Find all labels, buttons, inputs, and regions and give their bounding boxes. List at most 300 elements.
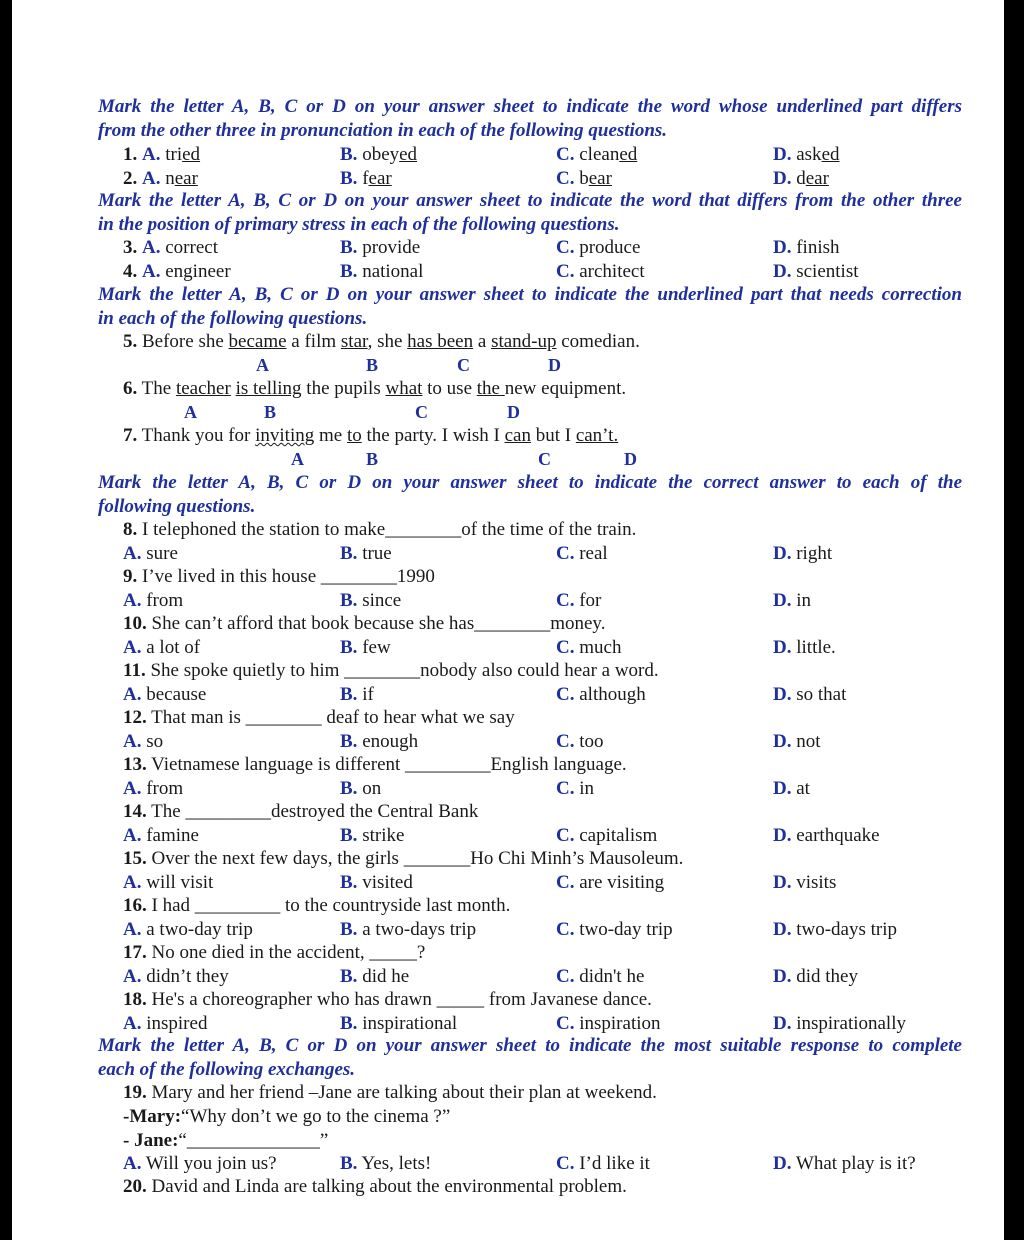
option-letter: D.: [773, 825, 792, 846]
option-text: a two-day trip: [146, 919, 253, 940]
question-text: Before she: [142, 331, 229, 352]
option-letter: C.: [556, 919, 575, 940]
question-line: [556, 683, 646, 707]
option-text: ed: [619, 144, 638, 165]
option-text: inspiration: [579, 1013, 661, 1034]
question-line: [123, 753, 627, 777]
option-text: famine: [146, 825, 199, 846]
question-line: [123, 730, 163, 754]
speaker-label: -Mary:: [123, 1106, 182, 1127]
option-text: sure: [146, 543, 178, 564]
option-text: inspirationally: [796, 1013, 906, 1034]
question-line: [773, 824, 880, 848]
question-number: 8.: [123, 519, 138, 540]
question-line: [773, 589, 811, 613]
question-line: [340, 1012, 457, 1036]
question-text: “______________”: [178, 1130, 329, 1151]
underlined-part: inviting: [255, 425, 315, 446]
question-line: [340, 965, 409, 989]
option-text: Yes, lets!: [361, 1153, 432, 1174]
option-letter: D.: [773, 778, 792, 799]
option-text: from: [146, 590, 184, 611]
option-text: did he: [362, 966, 410, 987]
option-text: if: [362, 684, 374, 705]
option-letter: B.: [340, 590, 358, 611]
option-letter: B.: [340, 731, 358, 752]
question-number: 2.: [123, 168, 138, 189]
question-stem: He's a choreographer who has drawn _____ from Javanese dance.: [151, 989, 652, 1010]
option-letter: B.: [340, 1013, 358, 1034]
question-number: 6.: [123, 378, 138, 399]
option-text: strike: [362, 825, 405, 846]
option-text: didn't he: [579, 966, 645, 987]
underlined-part: is telling: [235, 378, 302, 399]
question-text: me: [314, 425, 347, 446]
option-text: on: [362, 778, 382, 799]
option-text: not: [796, 731, 821, 752]
question-text: The: [141, 378, 176, 399]
question-line: [773, 260, 859, 284]
question-line: [773, 871, 836, 895]
option-text: since: [362, 590, 402, 611]
question-line: [123, 706, 515, 730]
instruction-pronunciation: Mark the letter A, B, C or D on your answer sheet to indicate the word whose underlined part differs: [98, 96, 962, 117]
question-text: , she: [367, 331, 408, 352]
instruction-exchanges: Mark the letter A, B, C or D on your answer sheet to indicate the most suitable response to complete: [98, 1035, 962, 1056]
option-text: capitalism: [579, 825, 658, 846]
question-stem: David and Linda are talking about the environmental problem.: [151, 1176, 627, 1197]
option-letter: D.: [773, 637, 792, 658]
option-letter: D.: [773, 919, 792, 940]
underlined-part: became: [228, 331, 287, 352]
question-line: [123, 589, 183, 613]
option-letter: C: [538, 449, 551, 469]
question-text: Thank you for: [141, 425, 256, 446]
question-line: [773, 730, 821, 754]
question-number: 11.: [123, 660, 146, 681]
question-number: 3.: [123, 237, 138, 258]
instruction-correct-answer: Mark the letter A, B, C or D on your answer sheet to indicate the correct answer to each of the: [98, 472, 962, 493]
question-line: [556, 260, 645, 284]
question-number: 9.: [123, 566, 138, 587]
option-letter: D.: [773, 168, 792, 189]
question-line: [556, 542, 608, 566]
question-line: [123, 777, 183, 801]
option-text: clean: [579, 144, 620, 165]
option-letter: C.: [556, 872, 575, 893]
option-letter: A.: [123, 731, 142, 752]
question-line: [556, 236, 640, 260]
question-line: [123, 1105, 450, 1129]
option-letter: D.: [773, 872, 792, 893]
instruction-correction-cont: in each of the following questions.: [98, 308, 368, 329]
underlined-part: to: [346, 425, 362, 446]
option-letter: A.: [123, 590, 142, 611]
question-line: [773, 918, 897, 942]
question-line: [340, 871, 413, 895]
question-line: [340, 589, 401, 613]
question-stem: That man is ________ deaf to hear what we say: [151, 707, 515, 728]
option-letter: A.: [123, 543, 142, 564]
option-letter: B.: [340, 919, 358, 940]
question-number: 18.: [123, 989, 147, 1010]
question-text: “Why don’t we go to the cinema ?”: [181, 1106, 451, 1127]
question-number: 16.: [123, 895, 147, 916]
option-letter: D.: [773, 731, 792, 752]
option-text: tri: [165, 144, 183, 165]
question-stem: She spoke quietly to him ________nobody also could hear a word.: [150, 660, 659, 681]
option-text: from: [146, 778, 184, 799]
option-letter: A: [291, 449, 304, 469]
option-letter: D.: [773, 237, 792, 258]
underlined-part: can: [504, 425, 531, 446]
instruction-pronunciation-cont: from the other three in pronunciation in each of the following questions.: [98, 120, 668, 141]
option-text: because: [146, 684, 207, 705]
question-line: [340, 1152, 431, 1176]
option-text: in: [579, 778, 595, 799]
option-letter: B.: [340, 966, 358, 987]
option-letter: A.: [123, 966, 142, 987]
underlined-part: star: [340, 331, 368, 352]
question-line: [123, 565, 435, 589]
option-letter: B.: [340, 825, 358, 846]
question-text: but I: [530, 425, 576, 446]
option-letter: B.: [340, 637, 358, 658]
question-line: [556, 871, 664, 895]
option-letter: D: [624, 449, 637, 469]
option-text: although: [579, 684, 646, 705]
question-line: [123, 612, 605, 636]
option-letter: D.: [773, 590, 792, 611]
option-letter: C.: [556, 590, 575, 611]
question-line: [123, 659, 659, 683]
option-text: a two-days trip: [362, 919, 477, 940]
question-line: [773, 167, 829, 191]
option-text: in: [796, 590, 812, 611]
question-line: [340, 777, 381, 801]
option-text: finish: [796, 237, 840, 258]
speaker-label: - Jane:: [123, 1130, 179, 1151]
option-letter: C.: [556, 543, 575, 564]
question-line: [773, 143, 840, 167]
option-text: inspired: [146, 1013, 208, 1034]
instruction-exchanges-cont: each of the following exchanges.: [98, 1059, 356, 1080]
question-line: [123, 518, 636, 542]
option-text: f: [362, 168, 369, 189]
option-letter: C.: [556, 731, 575, 752]
question-number: 7.: [123, 425, 138, 446]
option-text: at: [796, 778, 810, 799]
underlined-part: what: [385, 378, 423, 399]
question-line: [556, 777, 594, 801]
question-line: [340, 683, 374, 707]
option-letter: A.: [123, 778, 142, 799]
question-line: [556, 167, 612, 191]
option-letter: C.: [556, 825, 575, 846]
question-line: [773, 542, 832, 566]
question-stem: Over the next few days, the girls _______Ho Chi Minh’s Mausoleum.: [151, 848, 684, 869]
option-text: two-days trip: [796, 919, 898, 940]
option-letter: B.: [340, 543, 358, 564]
underlined-part: can’t.: [575, 425, 619, 446]
option-text: few: [362, 637, 391, 658]
option-text: real: [579, 543, 608, 564]
question-line: [340, 260, 423, 284]
option-letter: D: [507, 402, 520, 422]
question-line: [123, 1081, 657, 1105]
question-line: [123, 683, 206, 707]
question-line: [773, 636, 836, 660]
option-text: visited: [362, 872, 413, 893]
question-number: 14.: [123, 801, 147, 822]
option-text: ed: [182, 144, 201, 165]
option-text: national: [362, 261, 424, 282]
option-letter: C.: [556, 637, 575, 658]
option-letter: B: [264, 402, 277, 422]
question-line: [123, 143, 200, 167]
question-line: [773, 683, 846, 707]
question-line: [340, 918, 476, 942]
option-text: for: [579, 590, 602, 611]
question-line: [556, 636, 621, 660]
question-text: the party. I wish I: [361, 425, 505, 446]
option-letter: B: [366, 449, 379, 469]
question-line: [123, 894, 510, 918]
question-line: [123, 871, 213, 895]
option-text: scientist: [796, 261, 859, 282]
question-line: [773, 777, 810, 801]
question-text: a: [473, 331, 492, 352]
option-text: ed: [399, 144, 418, 165]
instruction-stress-cont: in the position of primary stress in each of the following questions.: [98, 214, 620, 235]
option-text: did they: [796, 966, 858, 987]
option-letter: C.: [556, 684, 575, 705]
option-letter: B.: [340, 261, 358, 282]
option-text: ask: [796, 144, 822, 165]
option-text: a lot of: [146, 637, 201, 658]
question-number: 1.: [123, 144, 138, 165]
question-line: [123, 1129, 328, 1153]
question-line: [123, 167, 198, 191]
question-line: [556, 730, 604, 754]
option-letter: C.: [556, 144, 575, 165]
option-letter: D: [548, 355, 561, 375]
option-letter: D.: [773, 966, 792, 987]
question-line: [340, 167, 392, 191]
option-letter: C.: [556, 778, 575, 799]
question-line: [123, 330, 640, 354]
question-line: [556, 1012, 661, 1036]
question-line: [773, 236, 840, 260]
option-letter: D.: [773, 1153, 792, 1174]
option-text: inspirational: [362, 1013, 458, 1034]
question-line: [340, 824, 404, 848]
question-line: [123, 918, 253, 942]
option-letter: A.: [123, 637, 142, 658]
option-letter: C: [415, 402, 428, 422]
question-stem: Vietnamese language is different _________English language.: [151, 754, 627, 775]
option-text: earthquake: [796, 825, 880, 846]
question-line: [773, 965, 858, 989]
question-line: [123, 824, 199, 848]
option-text: will visit: [146, 872, 214, 893]
option-text: visits: [796, 872, 837, 893]
question-text: to use: [422, 378, 477, 399]
option-letter: C: [457, 355, 470, 375]
option-letter: A.: [142, 144, 161, 165]
question-line: [340, 636, 391, 660]
option-text: much: [579, 637, 622, 658]
question-line: [556, 965, 644, 989]
option-letter: C.: [556, 1013, 575, 1034]
option-text: engineer: [165, 261, 231, 282]
question-number: 17.: [123, 942, 147, 963]
question-line: [123, 636, 200, 660]
question-line: [340, 236, 420, 260]
question-number: 5.: [123, 331, 138, 352]
question-stem: She can’t afford that book because she has________money.: [151, 613, 606, 634]
question-line: [556, 1152, 650, 1176]
question-line: [123, 1152, 277, 1176]
question-stem: Mary and her friend –Jane are talking about their plan at weekend.: [151, 1082, 657, 1103]
question-number: 13.: [123, 754, 147, 775]
question-line: [123, 965, 229, 989]
question-stem: No one died in the accident, _____?: [151, 942, 426, 963]
option-letter: B.: [340, 872, 358, 893]
option-text: architect: [579, 261, 645, 282]
option-letter: A.: [142, 261, 161, 282]
option-letter: C.: [556, 966, 575, 987]
option-text: correct: [165, 237, 218, 258]
option-letter: B.: [340, 144, 358, 165]
option-letter: A.: [142, 168, 161, 189]
option-letter: B.: [340, 237, 358, 258]
question-line: [123, 542, 178, 566]
option-letter: B.: [340, 168, 358, 189]
option-text: ear: [368, 168, 392, 189]
question-line: [773, 1152, 916, 1176]
question-line: [340, 730, 418, 754]
option-text: true: [362, 543, 392, 564]
question-line: [123, 260, 231, 284]
question-stem: I had _________ to the countryside last month.: [151, 895, 511, 916]
question-number: 10.: [123, 613, 147, 634]
option-letter: D.: [773, 261, 792, 282]
option-letter: B.: [340, 684, 358, 705]
question-line: [556, 589, 601, 613]
question-number: 12.: [123, 707, 147, 728]
underlined-part: teacher: [175, 378, 231, 399]
option-text: ear: [174, 168, 198, 189]
question-line: [123, 847, 683, 871]
option-letter: C.: [556, 168, 575, 189]
question-text: new equipment.: [504, 378, 627, 399]
option-text: little.: [796, 637, 836, 658]
question-line: [123, 424, 618, 448]
question-line: [556, 918, 673, 942]
instruction-correction: Mark the letter A, B, C or D on your answer sheet to indicate the underlined part that needs correction: [98, 284, 962, 305]
option-text: didn’t they: [146, 966, 229, 987]
option-letter: D.: [773, 543, 792, 564]
underlined-part: stand-up: [491, 331, 557, 352]
option-letter: A.: [123, 919, 142, 940]
option-letter: B.: [340, 778, 358, 799]
question-line: [340, 143, 417, 167]
question-text: comedian.: [556, 331, 640, 352]
question-number: 19.: [123, 1082, 147, 1103]
question-line: [123, 1175, 627, 1199]
option-letter: A.: [142, 237, 161, 258]
question-line: [773, 1012, 906, 1036]
option-text: produce: [579, 237, 641, 258]
question-line: [556, 824, 657, 848]
question-number: 15.: [123, 848, 147, 869]
option-text: obey: [362, 144, 400, 165]
option-text: ear: [805, 168, 829, 189]
option-letter: A.: [123, 1153, 142, 1174]
option-text: b: [579, 168, 589, 189]
question-stem: I telephoned the station to make________of the time of the train.: [142, 519, 637, 540]
question-line: [123, 800, 478, 824]
question-number: 4.: [123, 261, 138, 282]
option-letter: A.: [123, 825, 142, 846]
option-text: What play is it?: [795, 1153, 916, 1174]
option-text: two-day trip: [579, 919, 673, 940]
option-text: so that: [796, 684, 847, 705]
question-line: [123, 988, 652, 1012]
option-text: too: [579, 731, 604, 752]
option-letter: B: [366, 355, 379, 375]
option-letter: C.: [556, 237, 575, 258]
question-stem: I’ve lived in this house ________1990: [142, 566, 435, 587]
option-letter: A.: [123, 1013, 142, 1034]
instruction-stress: Mark the letter A, B, C or D on your answer sheet to indicate the word that differs from the other three: [98, 190, 962, 211]
question-line: [123, 1012, 207, 1036]
option-text: I’d like it: [579, 1153, 650, 1174]
option-letter: D.: [773, 684, 792, 705]
option-letter: C.: [556, 1153, 575, 1174]
option-letter: A.: [123, 872, 142, 893]
option-text: are visiting: [579, 872, 665, 893]
instruction-correct-answer-cont: following questions.: [98, 496, 256, 517]
option-text: ed: [821, 144, 840, 165]
option-text: ear: [588, 168, 612, 189]
question-text: a film: [286, 331, 341, 352]
option-letter: D.: [773, 1013, 792, 1034]
option-letter: A: [184, 402, 197, 422]
question-text: the pupils: [301, 378, 386, 399]
underlined-part: has been: [407, 331, 474, 352]
question-line: [556, 143, 637, 167]
option-letter: A.: [123, 684, 142, 705]
question-line: [123, 236, 218, 260]
option-text: enough: [362, 731, 419, 752]
question-number: 20.: [123, 1176, 147, 1197]
option-text: so: [146, 731, 164, 752]
option-letter: C.: [556, 261, 575, 282]
option-text: Will you join us?: [145, 1153, 277, 1174]
question-line: [123, 377, 626, 401]
option-text: provide: [362, 237, 421, 258]
question-line: [123, 941, 425, 965]
option-text: n: [165, 168, 175, 189]
option-letter: D.: [773, 144, 792, 165]
underlined-part: the: [476, 378, 505, 399]
option-letter: A: [256, 355, 269, 375]
option-text: d: [796, 168, 806, 189]
option-letter: B.: [340, 1153, 358, 1174]
question-line: [340, 542, 392, 566]
